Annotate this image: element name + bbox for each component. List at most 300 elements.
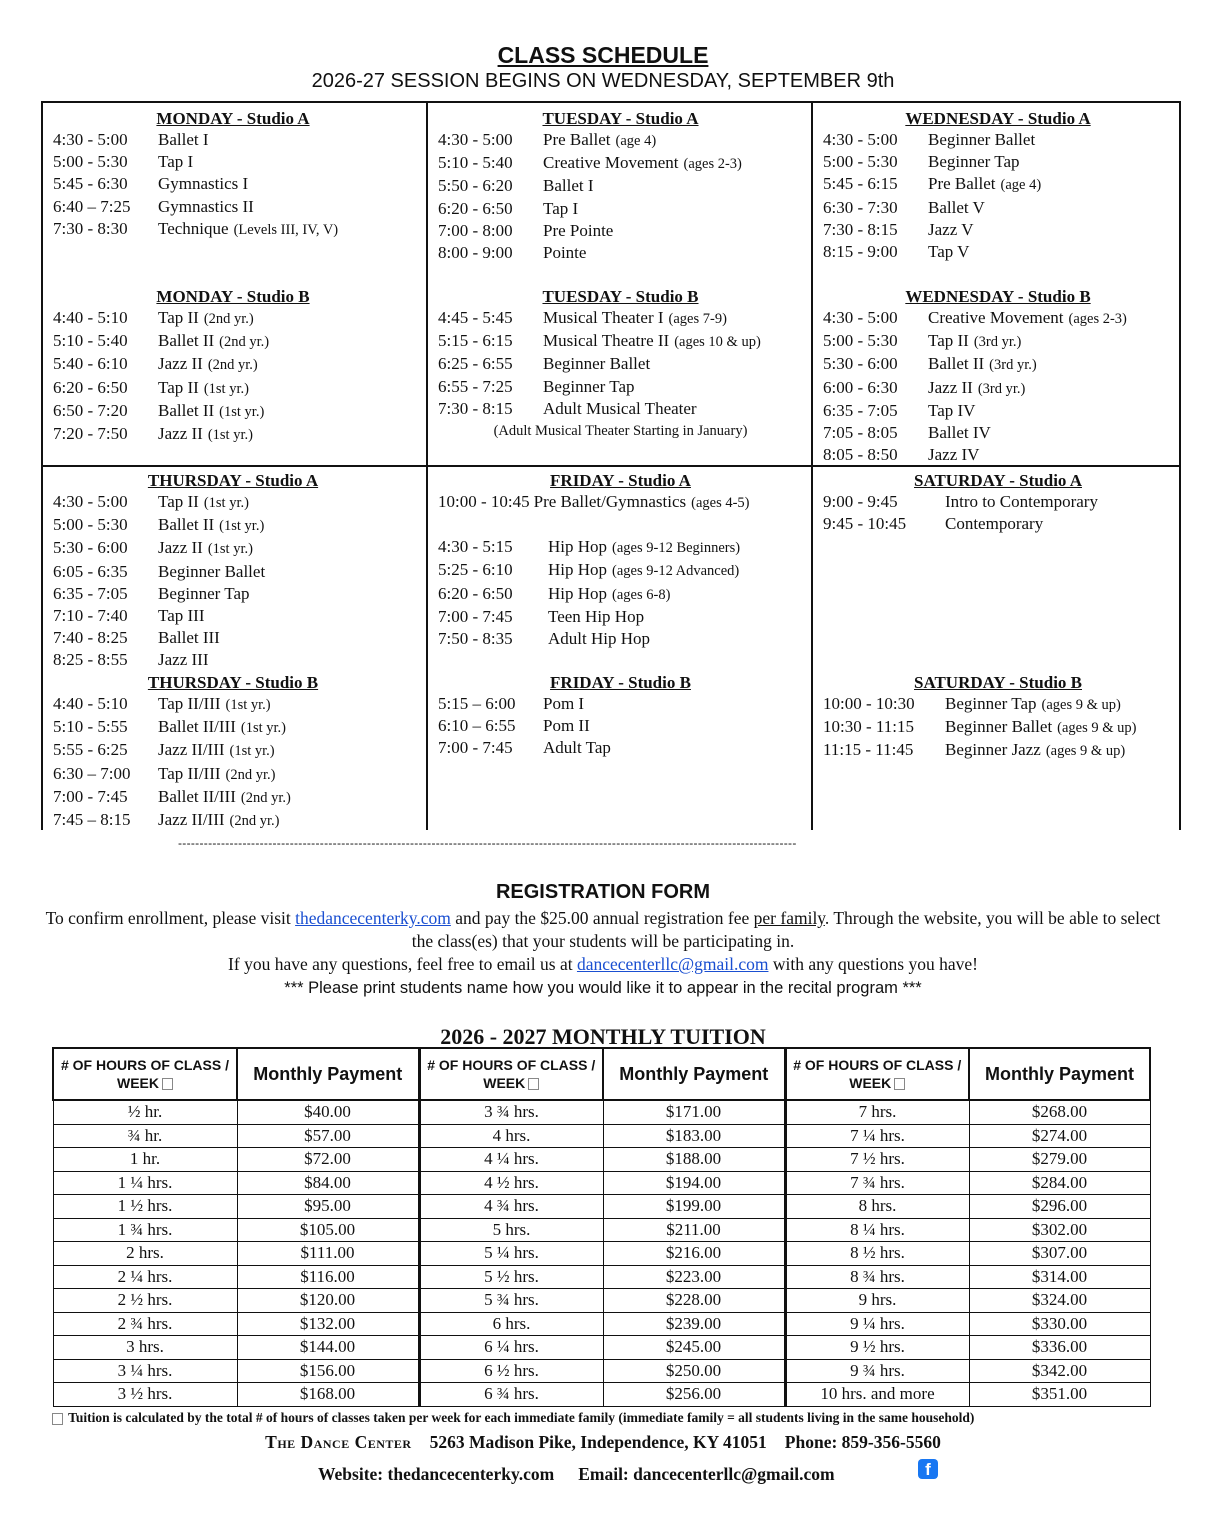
class-time: 7:05 - 8:05 [823, 423, 898, 443]
hours-cell: 4 ¼ hrs. [419, 1148, 603, 1172]
class-name: Jazz II [158, 424, 203, 444]
hours-cell: 6 ¾ hrs. [419, 1383, 603, 1407]
class-time: 6:20 - 6:50 [438, 583, 513, 603]
payment-cell: $274.00 [969, 1124, 1150, 1148]
tuition-table [52, 1047, 1151, 1407]
class-row [438, 491, 803, 514]
class-row [53, 129, 413, 151]
class-time: 7:30 - 8:30 [53, 218, 128, 238]
class-name: Gymnastics I [158, 174, 249, 194]
class-time: 8:00 - 9:00 [438, 243, 513, 263]
payment-cell: $95.00 [237, 1195, 419, 1219]
payment-cell: $156.00 [237, 1359, 419, 1383]
class-row [53, 561, 413, 583]
class-name: Teen Hip Hop [548, 606, 645, 626]
hours-cell: 8 ½ hrs. [785, 1242, 969, 1266]
footer-address-line [0, 1432, 1206, 1453]
payment-cell: $144.00 [237, 1336, 419, 1360]
class-name: Beginner Tap [543, 376, 635, 396]
class-row [438, 307, 803, 330]
class-time: 5:50 - 6:20 [438, 176, 513, 196]
day-studio-heading: FRIDAY - Studio A [550, 471, 691, 490]
business-name: The Dance Center [265, 1432, 412, 1452]
footnote-marker-icon [52, 1413, 63, 1425]
class-row [53, 307, 413, 330]
hours-cell: 5 hrs. [419, 1218, 603, 1242]
class-note: (Levels III, IV, V) [233, 221, 339, 238]
class-time: 7:00 - 8:00 [438, 220, 513, 240]
class-name: Beginner Tap [158, 583, 250, 603]
hours-cell: 4 hrs. [419, 1124, 603, 1148]
class-name: Pointe [543, 243, 587, 263]
hours-cell: 1 ½ hrs. [53, 1195, 237, 1219]
hours-cell: 5 ¾ hrs. [419, 1289, 603, 1313]
class-name: Technique [158, 218, 229, 238]
registration-line3: *** Please print students name how you would like it to appear in the recital program *** [284, 979, 922, 997]
class-note: (1st yr.) [207, 427, 253, 444]
payment-cell: $351.00 [969, 1383, 1150, 1407]
friday-studio-a [438, 471, 803, 650]
class-time: 9:00 - 9:45 [823, 492, 898, 511]
business-address: 5263 Madison Pike, Independence, KY 41051 [429, 1432, 767, 1452]
tuition-title: 2026 - 2027 MONTHLY TUITION [440, 1024, 766, 1049]
class-name: Creative Movement [928, 308, 1064, 327]
class-name: Ballet I [543, 176, 594, 196]
class-time: 4:30 - 5:00 [53, 492, 128, 511]
class-row [53, 353, 413, 376]
class-note: (ages 9-12 Advanced) [612, 563, 740, 580]
class-schedule-grid [41, 101, 1181, 830]
class-time: 6:30 - 7:30 [823, 197, 898, 217]
class-time: 6:35 - 7:05 [823, 400, 898, 420]
class-name: Gymnastics II [158, 196, 254, 216]
class-name: Contemporary [945, 514, 1044, 534]
class-note: (1st yr.) [225, 697, 271, 713]
hours-header: # OF HOURS OF CLASS / WEEK [53, 1048, 237, 1100]
class-note: (ages 6-8) [612, 586, 671, 603]
tuition-row [53, 1312, 1150, 1336]
class-time: 10:30 - 11:15 [823, 717, 914, 737]
hours-cell: 2 ¾ hrs. [53, 1312, 237, 1336]
class-name: Tap II [928, 331, 969, 351]
class-time: 11:15 - 11:45 [823, 740, 914, 760]
payment-cell: $268.00 [969, 1100, 1150, 1124]
tuition-footnote: Tuition is calculated by the total # of hours of classes taken per week for each immediate family (immediate family = all students living in the same household) [52, 1410, 1152, 1426]
class-time: 4:30 - 5:00 [823, 308, 898, 327]
class-time: 7:00 - 7:45 [53, 786, 128, 806]
hours-cell: 10 hrs. and more [785, 1383, 969, 1407]
grid-top-border [41, 101, 1181, 103]
hours-cell: 8 ¼ hrs. [785, 1218, 969, 1242]
class-row [438, 353, 803, 375]
day-studio-heading: TUESDAY - Studio A [542, 109, 699, 128]
day-studio-heading: SATURDAY - Studio B [914, 673, 1082, 692]
class-time: 5:55 - 6:25 [53, 740, 128, 760]
class-time: 6:20 - 6:50 [53, 377, 128, 397]
class-row [438, 737, 803, 759]
tuition-row [53, 1124, 1150, 1148]
class-name: Tap II [158, 492, 199, 511]
registration-line1-c: . Through the website, you will be able to select the class(es) that your students will be participating in. [411, 908, 1161, 951]
class-name: Tap IV [928, 400, 976, 420]
hours-cell: 4 ½ hrs. [419, 1171, 603, 1195]
hours-cell: 3 ¾ hrs. [419, 1100, 603, 1124]
class-row [53, 400, 413, 423]
day-studio-heading: MONDAY - Studio B [156, 287, 310, 306]
payment-cell: $324.00 [969, 1289, 1150, 1313]
class-name: Musical Theater I [543, 308, 664, 327]
payment-header: Monthly Payment [603, 1048, 785, 1100]
class-row [823, 307, 1173, 330]
monday-studio-b [53, 287, 413, 446]
class-note: (1st yr.) [219, 403, 265, 420]
class-row [53, 649, 413, 671]
class-time: 7:10 - 7:40 [53, 606, 128, 626]
payment-cell: $314.00 [969, 1265, 1150, 1289]
class-time: 6:20 - 6:50 [438, 198, 513, 218]
payment-cell: $228.00 [603, 1289, 785, 1313]
hours-cell: 7 ¾ hrs. [785, 1171, 969, 1195]
class-time: 6:30 – 7:00 [53, 763, 131, 783]
class-time: 5:30 - 6:00 [823, 354, 898, 374]
class-time: 5:45 - 6:15 [823, 174, 898, 194]
class-name: Tap II [158, 377, 199, 397]
class-row [438, 376, 803, 398]
payment-cell: $168.00 [237, 1383, 419, 1407]
wednesday-studio-a [823, 109, 1173, 263]
class-row [53, 809, 413, 832]
hours-cell: 6 ¼ hrs. [419, 1336, 603, 1360]
tuition-row [53, 1218, 1150, 1242]
hours-cell: 9 ½ hrs. [785, 1336, 969, 1360]
footer-email: Email: dancecenterllc@gmail.com [578, 1464, 835, 1484]
saturday-studio-b [823, 673, 1173, 763]
schedule-footnote: (Adult Musical Theater Starting in January) [493, 423, 748, 440]
hours-cell: 8 hrs. [785, 1195, 969, 1219]
class-time: 7:40 - 8:25 [53, 628, 128, 648]
class-time: 6:00 - 6:30 [823, 377, 898, 397]
class-time: 4:40 - 5:10 [53, 694, 128, 713]
class-time: 6:40 – 7:25 [53, 196, 131, 216]
class-name: Adult Tap [543, 738, 611, 758]
class-note: (1st yr.) [207, 541, 253, 558]
class-row [438, 220, 803, 242]
day-studio-heading: THURSDAY - Studio A [147, 471, 319, 490]
class-name: Tap I [158, 152, 194, 172]
class-time: 4:30 - 5:15 [438, 537, 513, 557]
class-name: Hip Hop [548, 537, 608, 557]
payment-cell: $188.00 [603, 1148, 785, 1172]
business-phone: Phone: 859-356-5560 [784, 1432, 941, 1452]
class-time: 5:10 - 5:55 [53, 717, 128, 737]
class-name: Ballet IV [928, 423, 991, 443]
class-time: 8:15 - 9:00 [823, 242, 898, 262]
day-studio-heading: WEDNESDAY - Studio B [905, 287, 1091, 306]
class-time: 5:00 - 5:30 [823, 152, 898, 172]
class-time: 5:00 - 5:30 [53, 152, 128, 172]
class-note: (1st yr.) [203, 495, 249, 511]
class-row [823, 444, 1173, 466]
friday-studio-b [438, 673, 803, 760]
class-note: (3rd yr.) [989, 357, 1037, 374]
class-time: 8:25 - 8:55 [53, 650, 128, 670]
class-time: 8:05 - 8:50 [823, 445, 898, 465]
class-name: Jazz II/III [158, 740, 225, 760]
payment-cell: $120.00 [237, 1289, 419, 1313]
hours-cell: 3 ½ hrs. [53, 1383, 237, 1407]
payment-cell: $57.00 [237, 1124, 419, 1148]
class-row [53, 716, 413, 739]
class-name: Tap III [158, 606, 205, 626]
tuition-row [53, 1265, 1150, 1289]
class-name: Beginner Ballet [928, 130, 1036, 149]
hours-cell: 6 hrs. [419, 1312, 603, 1336]
hours-header: # OF HOURS OF CLASS / WEEK [419, 1048, 603, 1100]
class-note: (age 4) [1000, 177, 1042, 194]
divider-line: ------------------------------------------------------------------------------------------------------------------------------------------------ [178, 836, 797, 850]
footer-website: Website: thedancecenterky.com [318, 1464, 555, 1484]
class-name: Tap II/III [158, 763, 221, 783]
class-name: Ballet II/III [158, 717, 236, 737]
tuition-row [53, 1383, 1150, 1407]
payment-cell: $250.00 [603, 1359, 785, 1383]
class-name: Ballet III [158, 628, 220, 648]
class-name: Beginner Tap [928, 152, 1020, 172]
class-name: Adult Musical Theater [543, 398, 697, 418]
payment-cell: $245.00 [603, 1336, 785, 1360]
class-row [53, 173, 413, 195]
hours-cell: ¾ hr. [53, 1124, 237, 1148]
class-row [53, 537, 413, 560]
class-note: (ages 7-9) [668, 311, 727, 327]
session-subtitle: 2026-27 SESSION BEGINS ON WEDNESDAY, SEPTEMBER 9th [311, 70, 895, 92]
class-note: (ages 9 & up) [1057, 720, 1137, 737]
hours-cell: 2 ¼ hrs. [53, 1265, 237, 1289]
class-name: Jazz II [158, 354, 203, 374]
class-time: 6:10 – 6:55 [438, 716, 516, 736]
class-row [53, 583, 413, 605]
class-row [53, 218, 413, 241]
payment-cell: $239.00 [603, 1312, 785, 1336]
class-time: 6:25 - 6:55 [438, 354, 513, 374]
tuition-row [53, 1242, 1150, 1266]
class-row [823, 353, 1173, 376]
class-note: (1st yr.) [240, 720, 286, 737]
registration-line1-a: To confirm enrollment, please visit [45, 908, 296, 928]
class-time: 10:00 - 10:30 [823, 694, 915, 713]
payment-cell: $84.00 [237, 1171, 419, 1195]
tuition-header-row [53, 1048, 1150, 1100]
registration-line1-b: and pay the $25.00 annual registration fee [450, 908, 754, 928]
payment-cell: $171.00 [603, 1100, 785, 1124]
class-time: 4:40 - 5:10 [53, 308, 128, 327]
payment-cell: $199.00 [603, 1195, 785, 1219]
class-time: 4:30 - 5:00 [823, 130, 898, 149]
class-row [53, 739, 413, 762]
class-name: Jazz IV [928, 445, 980, 465]
class-note: (3rd yr.) [973, 334, 1022, 351]
day-studio-heading: SATURDAY - Studio A [914, 471, 1082, 490]
payment-cell: $307.00 [969, 1242, 1150, 1266]
hours-header: # OF HOURS OF CLASS / WEEK [785, 1048, 969, 1100]
class-name: Ballet II [928, 354, 985, 374]
hours-cell: 5 ½ hrs. [419, 1265, 603, 1289]
class-row [53, 763, 413, 786]
class-row [438, 583, 803, 606]
class-name: Ballet II [158, 400, 215, 420]
tuition-row [53, 1148, 1150, 1172]
tuition-row [53, 1336, 1150, 1360]
class-row [823, 330, 1173, 353]
payment-cell: $330.00 [969, 1312, 1150, 1336]
hours-cell: 7 ½ hrs. [785, 1148, 969, 1172]
class-row [823, 151, 1173, 173]
payment-cell: $342.00 [969, 1359, 1150, 1383]
facebook-icon[interactable]: f [918, 1459, 938, 1479]
class-row [823, 377, 1173, 400]
class-name: Jazz III [158, 650, 209, 670]
class-row [53, 786, 413, 809]
class-time: 5:00 - 5:30 [823, 331, 898, 351]
class-name: Musical Theatre II [543, 331, 670, 351]
hours-cell: 9 ¼ hrs. [785, 1312, 969, 1336]
class-row [438, 536, 803, 559]
class-time: 5:30 - 6:00 [53, 538, 128, 558]
saturday-studio-a [823, 471, 1173, 535]
registration-line2-a: If you have any questions, feel free to email us at [228, 954, 577, 974]
class-row [438, 628, 803, 650]
class-name: Pre Ballet [928, 174, 996, 194]
class-note: (2nd yr.) [229, 813, 280, 830]
payment-cell: $105.00 [237, 1218, 419, 1242]
payment-cell: $284.00 [969, 1171, 1150, 1195]
payment-cell: $194.00 [603, 1171, 785, 1195]
class-name: Jazz II/III [158, 810, 225, 830]
class-row [53, 196, 413, 218]
class-name: Beginner Ballet [158, 561, 266, 581]
payment-cell: $223.00 [603, 1265, 785, 1289]
payment-cell: $256.00 [603, 1383, 785, 1407]
website-link[interactable]: thedancecenterky.com [295, 908, 451, 928]
class-name: Beginner Jazz [945, 740, 1041, 760]
class-row [823, 241, 1173, 263]
class-name: Jazz V [928, 219, 974, 239]
class-note: (ages 2-3) [1068, 311, 1127, 327]
class-name: Ballet V [928, 197, 985, 217]
class-name: Ballet II [158, 331, 215, 351]
hours-cell: 3 hrs. [53, 1336, 237, 1360]
payment-cell: $132.00 [237, 1312, 419, 1336]
class-row [438, 175, 803, 197]
class-time: 6:35 - 7:05 [53, 583, 128, 603]
payment-cell: $296.00 [969, 1195, 1150, 1219]
class-row [53, 151, 413, 173]
class-row [53, 514, 413, 537]
payment-cell: $183.00 [603, 1124, 785, 1148]
class-time: 5:15 – 6:00 [438, 694, 516, 713]
class-row [823, 739, 1173, 762]
class-name: Intro to Contemporary [945, 492, 1098, 511]
class-row [823, 491, 1173, 513]
class-time: 4:45 - 5:45 [438, 308, 513, 327]
hours-cell: 8 ¾ hrs. [785, 1265, 969, 1289]
footnote-marker-icon [162, 1078, 173, 1090]
class-name: Adult Hip Hop [548, 629, 650, 649]
hours-cell: 1 ¼ hrs. [53, 1171, 237, 1195]
day-studio-heading: TUESDAY - Studio B [542, 287, 699, 306]
payment-cell: $40.00 [237, 1100, 419, 1124]
class-time: 5:25 - 6:10 [438, 560, 513, 580]
payment-cell: $211.00 [603, 1218, 785, 1242]
class-note: (ages 4-5) [691, 495, 750, 511]
day-studio-heading: WEDNESDAY - Studio A [905, 109, 1091, 128]
day-studio-heading: FRIDAY - Studio B [550, 673, 691, 692]
class-row [53, 605, 413, 627]
class-note: (2nd yr.) [240, 789, 291, 806]
class-name: Pom I [543, 694, 585, 713]
class-row [53, 627, 413, 649]
hours-cell: 5 ¼ hrs. [419, 1242, 603, 1266]
class-row [53, 423, 413, 446]
day-studio-heading: THURSDAY - Studio B [147, 673, 319, 692]
hours-cell: 2 hrs. [53, 1242, 237, 1266]
class-row [438, 606, 803, 628]
per-family-text: per family [753, 908, 825, 928]
class-time: 5:45 - 6:30 [53, 174, 128, 194]
class-row [438, 242, 803, 264]
class-time: 7:00 - 7:45 [438, 606, 513, 626]
class-row [438, 330, 803, 353]
class-row [53, 377, 413, 400]
class-name: Creative Movement [543, 153, 679, 173]
class-time: 7:50 - 8:35 [438, 629, 513, 649]
spacer [438, 514, 803, 536]
hours-cell: 6 ½ hrs. [419, 1359, 603, 1383]
page-title: CLASS SCHEDULE [497, 42, 709, 68]
class-note: (age 4) [615, 133, 657, 149]
class-time: 6:55 - 7:25 [438, 376, 513, 396]
payment-cell: $72.00 [237, 1148, 419, 1172]
class-row [823, 513, 1173, 535]
class-row [438, 715, 803, 737]
tuition-row [53, 1171, 1150, 1195]
class-name: Pre Ballet [543, 130, 611, 149]
class-note: (1st yr.) [203, 380, 249, 397]
class-note: (2nd yr.) [203, 311, 254, 327]
day-studio-heading: MONDAY - Studio A [156, 109, 310, 128]
hours-cell: 1 ¾ hrs. [53, 1218, 237, 1242]
wednesday-studio-b [823, 287, 1173, 466]
class-note: (ages 9 & up) [1041, 697, 1121, 713]
class-name: Ballet I [158, 130, 209, 149]
class-row [823, 422, 1173, 444]
class-time: 5:40 - 6:10 [53, 354, 128, 374]
class-row [438, 152, 803, 175]
class-row [823, 400, 1173, 422]
registration-title: REGISTRATION FORM [495, 881, 711, 903]
class-note: (1st yr.) [219, 518, 265, 535]
class-name: Tap I [543, 198, 579, 218]
class-time: 7:20 - 7:50 [53, 424, 128, 444]
tuesday-studio-a [438, 109, 803, 264]
class-time: 7:30 - 8:15 [823, 219, 898, 239]
class-row [823, 716, 1173, 739]
payment-cell: $116.00 [237, 1265, 419, 1289]
footer-contact-line [318, 1464, 835, 1485]
email-link[interactable]: dancecenterllc@gmail.com [576, 954, 769, 974]
class-note: (ages 9 & up) [1045, 743, 1126, 760]
payment-header: Monthly Payment [969, 1048, 1150, 1100]
